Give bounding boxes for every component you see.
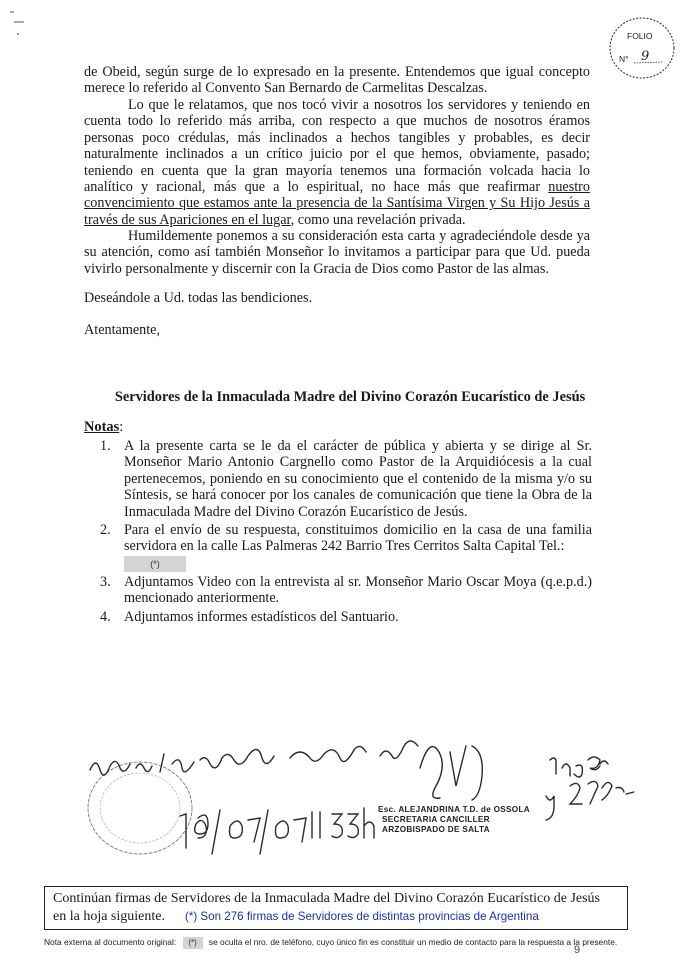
note-text: A la presente carta se le da el carácter de pública y abierta y se dirige al Sr. Monseñor Mario Antonio Cargnello como Pastor de la Arquidiócesis a la cual pertenecemos, poniendo en su conocimiento que el contenido de la misma y/o su Síntesis, se hará conocer por los canales de comunicación que tiene la Obra de la Inmaculada Madre del Divino Corazón Eucarístico de Jesús. [124,438,592,520]
signatory-heading: Servidores de la Inmaculada Madre del Divino Corazón Eucarístico de Jesús [114,389,586,405]
external-note-suffix: se oculta el nro. de teléfono, cuyo único fin es constituir un medio de contacto para la respuesta a la presente. [208,937,618,948]
notes-title-colon: : [119,419,124,435]
note-number: 3. [100,573,111,590]
paragraph-2 [84,97,590,228]
redacted-phone: (*) [124,556,186,572]
notes-list [84,438,592,627]
folio-number-label: N° [619,54,629,64]
note-item [84,438,592,520]
note-item [84,609,592,625]
external-note-prefix: Nota externa al documento original: [44,937,177,948]
note-item [84,574,592,607]
paragraph-2-underlined: nuestro convencimiento que estamos ante la presencia de la Santísima Virgen y Su Hijo Jesús a través de sus Apariciones en el lugar [84,179,590,228]
folio-label: FOLIO [627,31,653,41]
external-note [44,937,617,949]
paragraph-2-text: Lo que le relatamos, que nos tocó vivir a nosotros los servidores y teniendo en cuenta todo lo referido más arriba, con respecto a que muchos de nosotros éramos personas poco crédulas, más inclinados a hechos tangibles y probables, es decir naturalmente inclinados a un crítico juicio por el que hemos, obviamente, pasado; teniendo en cuenta que la gran mayoría tenemos una formación volcada hacia lo analítico y racional, más que a lo espiritual, no hace más que reafirmar [84,97,590,196]
note-text: Adjuntamos Video con la entrevista al sr. Monseñor Mario Oscar Moya (q.e.p.d.) mencionado anteriormente. [124,573,592,607]
stamp-name: Esc. ALEJANDRINA T.D. de OSSOLA [378,805,530,814]
notes-title [84,419,123,436]
footer-line-2-text: en la hoja siguiente. [53,909,165,924]
note-text: Adjuntamos informes estadísticos del Santuario. [124,608,399,625]
note-item [84,522,592,572]
folio-circle-icon [607,15,677,81]
note-number: 2. [100,522,111,539]
notes-title-text: Notas [84,419,120,435]
stamp-office: ARZOBISPADO DE SALTA [382,825,490,834]
footer-line-1: Continúan firmas de Servidores de la Inmaculada Madre del Divino Corazón Eucarístico de Jesús [53,891,601,906]
footer-signature-count-note: (*) Son 276 firmas de Servidores de distintas provincias de Argentina [184,910,539,923]
closing-line: Atentamente, [84,322,161,338]
footer-line-2 [53,909,539,925]
page-number: 9 [574,944,581,956]
folio-stamp [607,15,677,81]
secretary-stamp [378,805,530,835]
paragraph-1: de Obeid, según surge de lo expresado en la presente. Entendemos que igual concepto merece lo referido al Convento San Bernardo de Carmelitas Descalzas. [84,64,590,97]
note-number: 1. [100,438,111,454]
folio-number: 9 [641,49,650,64]
blessing-line: Deseándole a Ud. todas las bendiciones. [84,290,313,306]
note-number: 4. [100,608,111,625]
scan-marks-icon [6,8,26,38]
paragraph-2-end: , como una revelación privada. [290,211,466,228]
stamp-role: SECRETARIA CANCILLER [382,815,490,824]
handwritten-receipt-signature [80,738,680,858]
note-text: Para el envío de su respuesta, constituimos domicilio en la casa de una familia servidora en la calle Las Palmeras 242 Barrio Tres Cerritos Salta Capital Tel.: [124,522,592,555]
paragraph-3: Humildemente ponemos a su consideración esta carta y agradeciéndole desde ya su atención, como así también Monseñor lo invitamos a participar para que Ud. pueda vivirlo personalmente y discernir con la Gracia de Dios como Pastor de las almas. [84,228,590,277]
footer-box [44,886,628,930]
external-note-redaction: (*) [183,937,203,949]
